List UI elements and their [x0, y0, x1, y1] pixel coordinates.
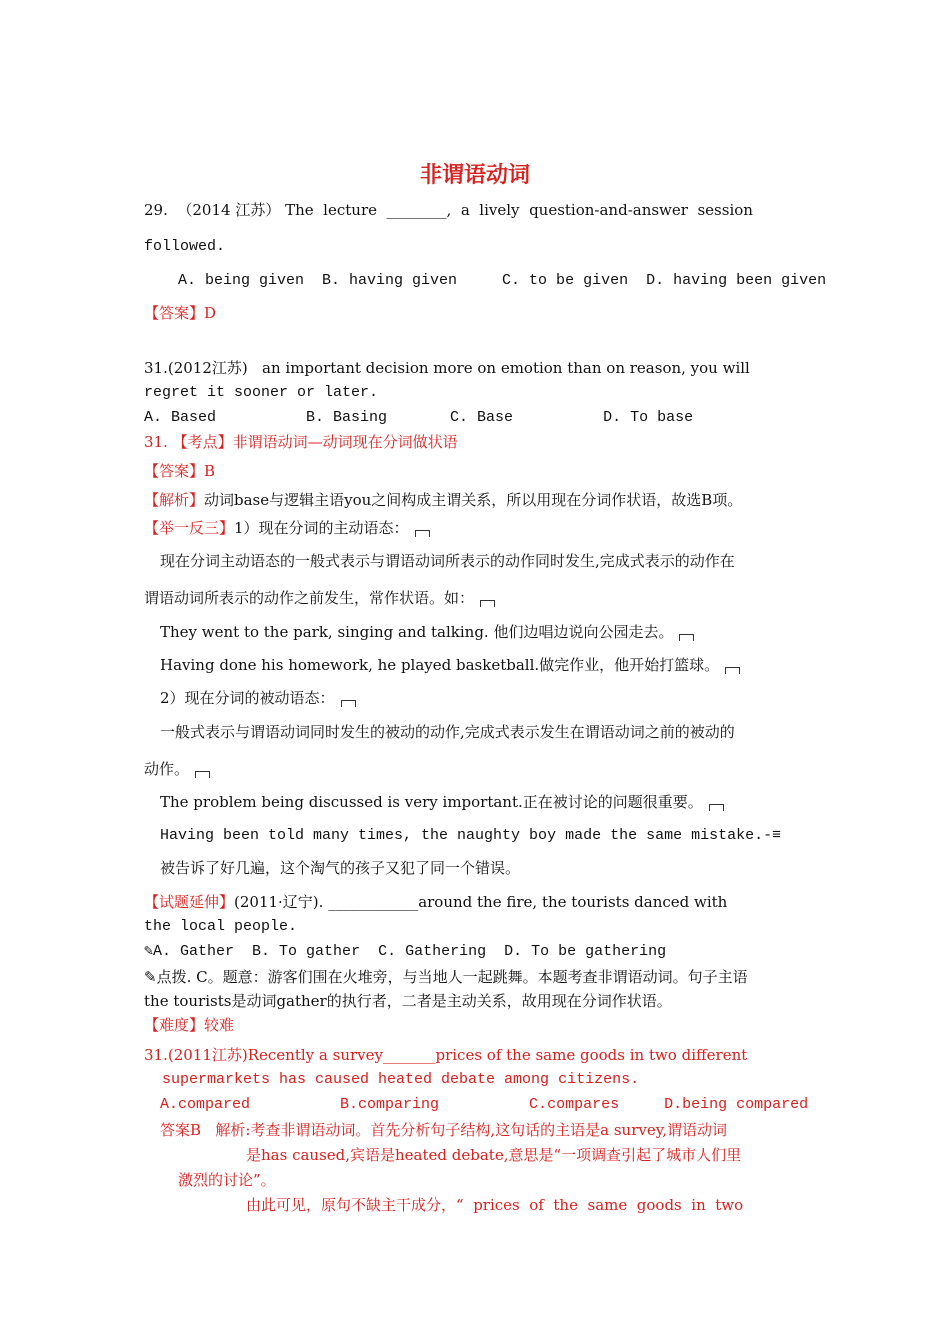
- answer-tag: 【答案】: [144, 462, 205, 480]
- q31a-analysis: [144, 490, 742, 510]
- para-mark-icon: [725, 667, 740, 674]
- trial-difficulty: [144, 1015, 234, 1035]
- p2-line2: 动作。: [144, 759, 210, 779]
- para-mark-icon: [415, 530, 430, 537]
- extend-2: 2）现在分词的被动语态：: [160, 688, 356, 708]
- analysis-text: 动词base与逻辑主语you之间构成主谓关系，所以用现在分词作状语，故选B项。: [204, 491, 743, 509]
- extend-1: 1）现在分词的主动语态：: [234, 519, 409, 537]
- answer-value: D: [204, 304, 217, 322]
- example-4-cn: 被告诉了好几遍，这个淘气的孩子又犯了同一个错误。: [160, 859, 521, 877]
- example-1: They went to the park, singing and talking. 他们边唱边说向公园走去。: [160, 622, 694, 642]
- q31a-line1: 31.(2012江苏) an important decision more on emotion than on reason, you will: [144, 359, 750, 377]
- para-mark-icon: [709, 804, 724, 811]
- q29-options: A. being given B. having given C. to be given D. having been given: [178, 272, 827, 289]
- extend-tag: 【举一反三】: [144, 519, 235, 537]
- q29-line1: 29. （2014 江苏） The lecture ________, a lively question-and-answer session: [144, 201, 753, 219]
- trial-tag: 【试题延伸】: [144, 893, 235, 911]
- example-2: Having done his homework, he played basketball.做完作业，他开始打篮球。: [160, 655, 740, 675]
- q29-line2: followed.: [144, 238, 226, 255]
- q31a-line2: regret it sooner or later.: [144, 384, 379, 401]
- difficulty-tag: 【难度】: [144, 1016, 205, 1034]
- analysis-tag: 【解析】: [144, 491, 205, 509]
- pencil-icon: ✎: [144, 943, 154, 960]
- q29-answer: [144, 303, 216, 323]
- q31b-answer-3: 激烈的讨论”。: [178, 1171, 276, 1189]
- trial-line1: 【试题延伸】(2011·辽宁). ____________around the fire, the tourists danced with: [144, 893, 728, 911]
- trial-hint-1: ✎点拨. C。题意：游客们围在火堆旁，与当地人一起跳舞。本题考查非谓语动词。句子主语: [144, 968, 748, 986]
- q31b-answer-2: 是has caused,宾语是heated debate,意思是“一项调查引起了城市人们里: [246, 1146, 742, 1164]
- q31b-options: A.compared B.comparing C.compares D.being compared: [160, 1096, 809, 1113]
- pencil-icon: ✎: [144, 968, 157, 986]
- trial-options: ✎A. Gather B. To gather C. Gathering D. To be gathering: [144, 943, 667, 960]
- p2-line1: 一般式表示与谓语动词同时发生的被动的动作,完成式表示发生在谓语动词之前的被动的: [160, 723, 735, 741]
- q31a-point: 31. 【考点】非谓语动词—动词现在分词做状语: [144, 433, 458, 451]
- answer-value: B: [204, 462, 216, 480]
- para-mark-icon: [341, 700, 356, 707]
- p1-line2: 谓语动词所表示的动作之前发生，常作状语。如：: [144, 588, 495, 608]
- q31b-line1: 31.(2011江苏)Recently a survey_______prices of the same goods in two different: [144, 1046, 748, 1064]
- trial-hint-2: the tourists是动词gather的执行者，二者是主动关系，故用现在分词作状语。: [144, 992, 672, 1010]
- p1-line1: 现在分词主动语态的一般式表示与谓语动词所表示的动作同时发生,完成式表示的动作在: [160, 552, 735, 570]
- trial-line2: the local people.: [144, 918, 298, 935]
- para-mark-icon: [679, 634, 694, 641]
- q31b-answer-4: 由此可见，原句不缺主干成分，“ prices of the same goods in two: [246, 1196, 744, 1214]
- para-mark-icon: -≡: [763, 827, 782, 844]
- para-mark-icon: [480, 600, 495, 607]
- example-4: Having been told many times, the naughty boy made the same mistake.-≡: [160, 827, 782, 844]
- q31b-answer-1: 答案B 解析:考查非谓语动词。首先分析句子结构,这句话的主语是a survey,谓语动词: [160, 1121, 727, 1139]
- q31a-answer: [144, 461, 215, 481]
- para-mark-icon: [195, 771, 210, 778]
- q31b-line2: supermarkets has caused heated debate among citizens.: [162, 1071, 640, 1088]
- q31a-extend: [144, 518, 430, 538]
- example-3: The problem being discussed is very important.正在被讨论的问题很重要。: [160, 792, 724, 812]
- difficulty-value: 较难: [204, 1016, 235, 1034]
- q31a-options: A. Based B. Basing C. Base D. To base: [144, 409, 694, 426]
- answer-tag: 【答案】: [144, 304, 205, 322]
- page-title: 非谓语动词: [419, 162, 530, 188]
